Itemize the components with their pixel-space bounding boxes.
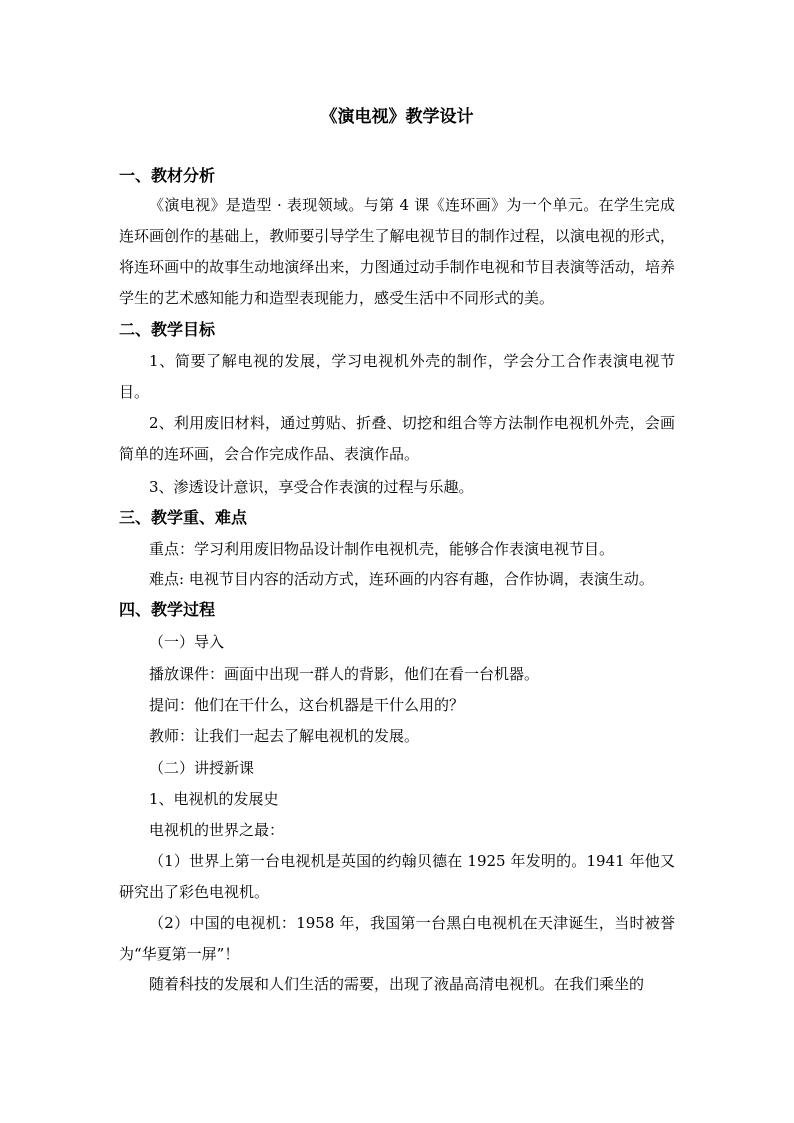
paragraph-difficulty: 难点: 电视节目内容的活动方式，连环画的内容有趣，合作协调，表演生动。 (149, 570, 654, 588)
paragraph-goal-3: 3、渗透设计意识，享受合作表演的过程与乐趣。 (149, 478, 474, 496)
section-heading-goals: 二、教学目标 (119, 320, 216, 339)
section-heading-key-points: 三、教学重、难点 (119, 508, 248, 527)
paragraph-new-lesson-heading: （二）讲授新课 (149, 759, 255, 777)
section-heading-analysis: 一、教材分析 (119, 166, 216, 185)
paragraph-teacher: 教师：让我们一起去了解电视机的发展。 (149, 727, 420, 745)
paragraph-goal-2: 2、利用废旧材料，通过剪贴、折叠、切挖和组合等方法制作电视机外壳，会画简单的连环画，会合作完成作品、表演作品。 (119, 414, 675, 463)
document-title: 《演电视》教学设计 (320, 107, 474, 127)
paragraph-play-courseware: 播放课件：画面中出现一群人的背影，他们在看一台机器。 (149, 665, 540, 683)
paragraph-lcd-tv: 随着科技的发展和人们生活的需要，出现了液晶高清电视机。在我们乘坐的 (149, 975, 645, 993)
paragraph-key-point: 重点：学习利用废旧物品设计制作电视机壳，能够合作表演电视节目。 (149, 540, 615, 558)
paragraph-goal-1: 1、简要了解电视的发展，学习电视机外壳的制作，学会分工合作表演电视节目。 (119, 352, 675, 401)
paragraph-tv-world-records: 电视机的世界之最： (149, 821, 285, 839)
paragraph-tv-history: 1、电视机的发展史 (149, 790, 279, 808)
section-heading-process: 四、教学过程 (119, 600, 216, 619)
paragraph-question: 提问：他们在干什么，这台机器是干什么用的？ (149, 696, 465, 714)
paragraph-analysis: 《演电视》是造型 · 表现领域。与第 4 课《连环画》为一个单元。在学生完成连环画创作的基础上，教师要引导学生了解电视节目的制作过程，以演电视的形式，将连环画中的故事生动地演绎出来，力图通过动手制作电视和节目表演等活动，培养学生的艺术感知能力和造型表现能力，感受生活中不同形式的美。 (119, 196, 675, 307)
paragraph-china-tv: （2）中国的电视机：1958 年，我国第一台黑白电视机在天津诞生，当时被誉为“华夏第一屏”！ (119, 914, 675, 963)
paragraph-first-tv: （1）世界上第一台电视机是英国的约翰贝德在 1925 年发明的。1941 年他又研究出了彩色电视机。 (119, 852, 675, 901)
paragraph-intro-heading: （一）导入 (149, 633, 225, 651)
